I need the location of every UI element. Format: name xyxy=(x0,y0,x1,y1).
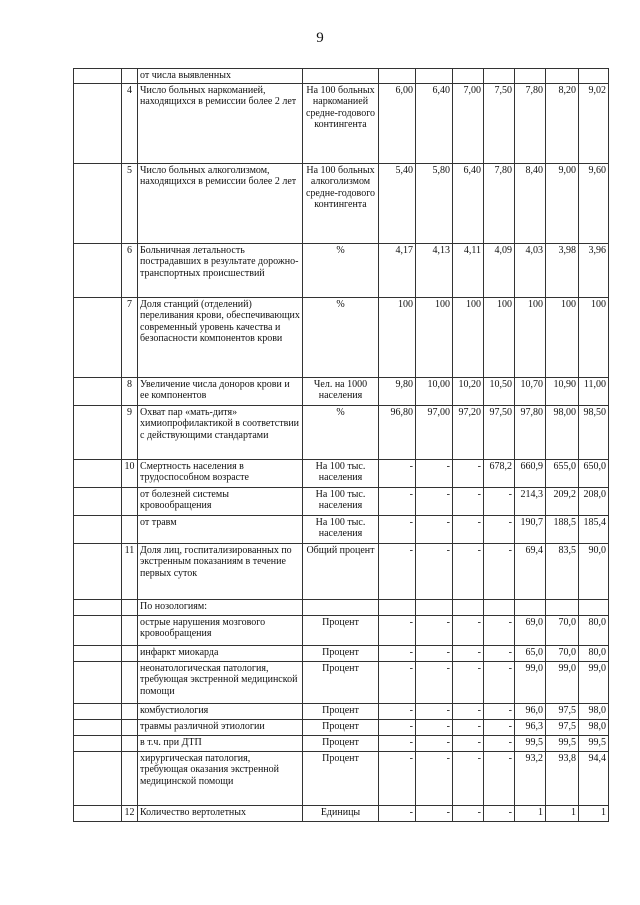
value-cell: 93,2 xyxy=(515,751,546,805)
row-number xyxy=(122,515,138,543)
value-cell: 4,09 xyxy=(484,243,515,297)
row-number xyxy=(122,645,138,661)
indicator-name: Увеличение числа доноров крови и ее компонентов xyxy=(138,377,303,405)
value-cell: - xyxy=(379,805,416,821)
row-number: 6 xyxy=(122,243,138,297)
table-row xyxy=(74,751,609,805)
value-cell: 6,00 xyxy=(379,83,416,163)
value-cell: 100 xyxy=(546,297,579,377)
value-cell: 99,5 xyxy=(579,735,609,751)
left-margin-cell xyxy=(74,163,122,243)
value-cell: 93,8 xyxy=(546,751,579,805)
table-row xyxy=(74,487,609,515)
row-number: 5 xyxy=(122,163,138,243)
table-row xyxy=(74,735,609,751)
value-cell: 678,2 xyxy=(484,459,515,487)
value-cell: - xyxy=(484,805,515,821)
value-cell: 99,0 xyxy=(515,661,546,703)
left-margin-cell xyxy=(74,487,122,515)
value-cell: 7,80 xyxy=(484,163,515,243)
unit-cell: Процент xyxy=(303,719,379,735)
value-cell: - xyxy=(484,719,515,735)
left-margin-cell xyxy=(74,703,122,719)
row-number: 11 xyxy=(122,543,138,599)
value-cell: 5,80 xyxy=(416,163,453,243)
indicator-name: Охват пар «мать-дитя» химиопрофилактикой в соответствии с действующими стандартами xyxy=(138,405,303,459)
unit-cell: Процент xyxy=(303,703,379,719)
row-number xyxy=(122,703,138,719)
left-margin-cell xyxy=(74,751,122,805)
unit-cell: Процент xyxy=(303,751,379,805)
value-cell xyxy=(453,599,484,615)
indicator-name: инфаркт миокарда xyxy=(138,645,303,661)
left-margin-cell xyxy=(74,661,122,703)
value-cell: 10,00 xyxy=(416,377,453,405)
value-cell: 1 xyxy=(579,805,609,821)
value-cell: 90,0 xyxy=(579,543,609,599)
table-row xyxy=(74,719,609,735)
row-number xyxy=(122,599,138,615)
indicator-name: от травм xyxy=(138,515,303,543)
value-cell: 99,0 xyxy=(579,661,609,703)
value-cell: 9,80 xyxy=(379,377,416,405)
value-cell: - xyxy=(379,515,416,543)
indicator-name: Число больных наркоманией, находящихся в ремиссии более 2 лет xyxy=(138,83,303,163)
value-cell: - xyxy=(416,751,453,805)
value-cell: 185,4 xyxy=(579,515,609,543)
value-cell: 209,2 xyxy=(546,487,579,515)
value-cell: 97,00 xyxy=(416,405,453,459)
unit-cell: На 100 больных наркоманией средне-годового контингента xyxy=(303,83,379,163)
left-margin-cell xyxy=(74,69,122,84)
value-cell xyxy=(515,69,546,84)
value-cell: 188,5 xyxy=(546,515,579,543)
value-cell: - xyxy=(379,615,416,645)
value-cell: 10,20 xyxy=(453,377,484,405)
left-margin-cell xyxy=(74,543,122,599)
value-cell: 98,0 xyxy=(579,703,609,719)
page-number: 9 xyxy=(316,30,324,46)
table-row xyxy=(74,599,609,615)
table-row xyxy=(74,69,609,84)
value-cell: - xyxy=(416,615,453,645)
value-cell: 98,50 xyxy=(579,405,609,459)
unit-cell: На 100 тыс. населения xyxy=(303,515,379,543)
value-cell: - xyxy=(453,615,484,645)
value-cell: - xyxy=(416,645,453,661)
row-number xyxy=(122,719,138,735)
value-cell: - xyxy=(453,719,484,735)
value-cell: 655,0 xyxy=(546,459,579,487)
indicator-name: хирургическая патология, требующая оказания экстренной медицинской помощи xyxy=(138,751,303,805)
value-cell: 11,00 xyxy=(579,377,609,405)
value-cell: 98,00 xyxy=(546,405,579,459)
value-cell: - xyxy=(484,751,515,805)
value-cell: 96,80 xyxy=(379,405,416,459)
value-cell: 4,11 xyxy=(453,243,484,297)
left-margin-cell xyxy=(74,645,122,661)
value-cell: 96,0 xyxy=(515,703,546,719)
value-cell: - xyxy=(453,645,484,661)
value-cell: - xyxy=(453,515,484,543)
value-cell: - xyxy=(453,703,484,719)
value-cell: 100 xyxy=(484,297,515,377)
table-row xyxy=(74,515,609,543)
indicator-name: Смертность населения в трудоспособном возрасте xyxy=(138,459,303,487)
value-cell xyxy=(379,69,416,84)
value-cell xyxy=(579,69,609,84)
value-cell: - xyxy=(379,459,416,487)
value-cell: 1 xyxy=(546,805,579,821)
unit-cell: На 100 больных алкоголизмом средне-годового контингента xyxy=(303,163,379,243)
table-row xyxy=(74,377,609,405)
unit-cell: % xyxy=(303,243,379,297)
value-cell: 100 xyxy=(579,297,609,377)
row-number: 7 xyxy=(122,297,138,377)
value-cell: - xyxy=(453,459,484,487)
unit-cell: Чел. на 1000 населения xyxy=(303,377,379,405)
value-cell: - xyxy=(416,719,453,735)
indicator-name: Доля лиц, госпитализированных по экстренным показаниям в течение первых суток xyxy=(138,543,303,599)
value-cell: 97,5 xyxy=(546,703,579,719)
unit-cell: Единицы xyxy=(303,805,379,821)
row-number: 9 xyxy=(122,405,138,459)
value-cell: 100 xyxy=(453,297,484,377)
table-row xyxy=(74,703,609,719)
value-cell: 100 xyxy=(416,297,453,377)
value-cell: 94,4 xyxy=(579,751,609,805)
value-cell xyxy=(484,599,515,615)
row-number xyxy=(122,751,138,805)
table-row xyxy=(74,405,609,459)
value-cell: 7,50 xyxy=(484,83,515,163)
value-cell: - xyxy=(416,735,453,751)
value-cell: 97,20 xyxy=(453,405,484,459)
table-row xyxy=(74,243,609,297)
value-cell: - xyxy=(453,751,484,805)
value-cell: 8,40 xyxy=(515,163,546,243)
table-row xyxy=(74,615,609,645)
value-cell: 99,0 xyxy=(546,661,579,703)
value-cell: - xyxy=(379,751,416,805)
value-cell: - xyxy=(453,805,484,821)
indicator-name: неонатологическая патология, требующая экстренной медицинской помощи xyxy=(138,661,303,703)
value-cell xyxy=(379,599,416,615)
value-cell: 6,40 xyxy=(453,163,484,243)
table-row xyxy=(74,83,609,163)
unit-cell xyxy=(303,599,379,615)
value-cell: 660,9 xyxy=(515,459,546,487)
indicators-table xyxy=(73,68,609,822)
value-cell: 80,0 xyxy=(579,615,609,645)
indicator-name: Число больных алкоголизмом, находящихся в ремиссии более 2 лет xyxy=(138,163,303,243)
value-cell: - xyxy=(416,805,453,821)
value-cell: 208,0 xyxy=(579,487,609,515)
table-row xyxy=(74,163,609,243)
value-cell: - xyxy=(379,487,416,515)
unit-cell xyxy=(303,69,379,84)
value-cell: 80,0 xyxy=(579,645,609,661)
value-cell: 99,5 xyxy=(515,735,546,751)
table-row xyxy=(74,645,609,661)
value-cell: 97,50 xyxy=(484,405,515,459)
value-cell: - xyxy=(484,735,515,751)
value-cell: - xyxy=(379,735,416,751)
value-cell: 100 xyxy=(379,297,416,377)
row-number: 10 xyxy=(122,459,138,487)
value-cell: 10,70 xyxy=(515,377,546,405)
value-cell: 8,20 xyxy=(546,83,579,163)
left-margin-cell xyxy=(74,83,122,163)
value-cell: 10,90 xyxy=(546,377,579,405)
row-number xyxy=(122,735,138,751)
value-cell: 9,00 xyxy=(546,163,579,243)
table-row xyxy=(74,661,609,703)
value-cell xyxy=(484,69,515,84)
indicator-name: от болезней системы кровообращения xyxy=(138,487,303,515)
value-cell: - xyxy=(453,735,484,751)
unit-cell: На 100 тыс. населения xyxy=(303,487,379,515)
value-cell: 97,5 xyxy=(546,719,579,735)
value-cell: 69,0 xyxy=(515,615,546,645)
unit-cell: На 100 тыс. населения xyxy=(303,459,379,487)
value-cell: - xyxy=(484,615,515,645)
indicator-name: от числа выявленных xyxy=(138,69,303,84)
value-cell: - xyxy=(416,661,453,703)
row-number xyxy=(122,615,138,645)
value-cell: 96,3 xyxy=(515,719,546,735)
value-cell: - xyxy=(484,487,515,515)
value-cell xyxy=(416,69,453,84)
value-cell: - xyxy=(484,543,515,599)
value-cell: - xyxy=(453,661,484,703)
indicator-name: Больничная летальность пострадавших в результате дорожно-транспортных происшествий xyxy=(138,243,303,297)
value-cell: - xyxy=(379,703,416,719)
value-cell: - xyxy=(416,487,453,515)
value-cell: 99,5 xyxy=(546,735,579,751)
unit-cell: Общий процент xyxy=(303,543,379,599)
table-row xyxy=(74,459,609,487)
table-row xyxy=(74,543,609,599)
value-cell: 70,0 xyxy=(546,645,579,661)
table-row xyxy=(74,297,609,377)
value-cell: - xyxy=(453,487,484,515)
left-margin-cell xyxy=(74,735,122,751)
value-cell: - xyxy=(484,661,515,703)
left-margin-cell xyxy=(74,719,122,735)
value-cell: 3,96 xyxy=(579,243,609,297)
value-cell xyxy=(546,599,579,615)
row-number xyxy=(122,661,138,703)
left-margin-cell xyxy=(74,515,122,543)
row-number: 8 xyxy=(122,377,138,405)
value-cell: 69,4 xyxy=(515,543,546,599)
value-cell: 4,17 xyxy=(379,243,416,297)
value-cell: - xyxy=(484,703,515,719)
unit-cell: Процент xyxy=(303,735,379,751)
value-cell: - xyxy=(453,543,484,599)
row-number: 4 xyxy=(122,83,138,163)
value-cell: - xyxy=(484,515,515,543)
value-cell: - xyxy=(379,543,416,599)
value-cell: 7,80 xyxy=(515,83,546,163)
value-cell: - xyxy=(416,703,453,719)
value-cell xyxy=(453,69,484,84)
left-margin-cell xyxy=(74,405,122,459)
left-margin-cell xyxy=(74,243,122,297)
indicator-name: острые нарушения мозгового кровообращения xyxy=(138,615,303,645)
value-cell: 10,50 xyxy=(484,377,515,405)
indicator-name: Доля станций (отделений) переливания крови, обеспечивающих современный уровень качества и безопасности компонентов крови xyxy=(138,297,303,377)
value-cell: - xyxy=(484,645,515,661)
value-cell: 9,02 xyxy=(579,83,609,163)
value-cell: - xyxy=(379,719,416,735)
value-cell: 4,03 xyxy=(515,243,546,297)
unit-cell: % xyxy=(303,405,379,459)
row-number xyxy=(122,487,138,515)
value-cell: - xyxy=(416,459,453,487)
left-margin-cell xyxy=(74,615,122,645)
unit-cell: Процент xyxy=(303,645,379,661)
value-cell: 5,40 xyxy=(379,163,416,243)
value-cell: 4,13 xyxy=(416,243,453,297)
value-cell: - xyxy=(379,645,416,661)
row-number xyxy=(122,69,138,84)
value-cell: 70,0 xyxy=(546,615,579,645)
value-cell: - xyxy=(416,543,453,599)
unit-cell: % xyxy=(303,297,379,377)
left-margin-cell xyxy=(74,599,122,615)
value-cell: 98,0 xyxy=(579,719,609,735)
indicator-name: травмы различной этиологии xyxy=(138,719,303,735)
value-cell: 1 xyxy=(515,805,546,821)
value-cell: 190,7 xyxy=(515,515,546,543)
value-cell: 9,60 xyxy=(579,163,609,243)
indicator-name: комбустиология xyxy=(138,703,303,719)
left-margin-cell xyxy=(74,297,122,377)
indicator-name: в т.ч. при ДТП xyxy=(138,735,303,751)
value-cell xyxy=(515,599,546,615)
value-cell: 65,0 xyxy=(515,645,546,661)
value-cell xyxy=(579,599,609,615)
table-row xyxy=(74,805,609,821)
value-cell: 7,00 xyxy=(453,83,484,163)
value-cell: 6,40 xyxy=(416,83,453,163)
unit-cell: Процент xyxy=(303,661,379,703)
left-margin-cell xyxy=(74,459,122,487)
value-cell: 3,98 xyxy=(546,243,579,297)
left-margin-cell xyxy=(74,805,122,821)
value-cell: 83,5 xyxy=(546,543,579,599)
row-number: 12 xyxy=(122,805,138,821)
value-cell: - xyxy=(416,515,453,543)
value-cell: 650,0 xyxy=(579,459,609,487)
value-cell: - xyxy=(379,661,416,703)
indicator-name: Количество вертолетных xyxy=(138,805,303,821)
left-margin-cell xyxy=(74,377,122,405)
indicator-name: По нозологиям: xyxy=(138,599,303,615)
value-cell: 100 xyxy=(515,297,546,377)
value-cell: 97,80 xyxy=(515,405,546,459)
value-cell xyxy=(416,599,453,615)
unit-cell: Процент xyxy=(303,615,379,645)
value-cell xyxy=(546,69,579,84)
value-cell: 214,3 xyxy=(515,487,546,515)
